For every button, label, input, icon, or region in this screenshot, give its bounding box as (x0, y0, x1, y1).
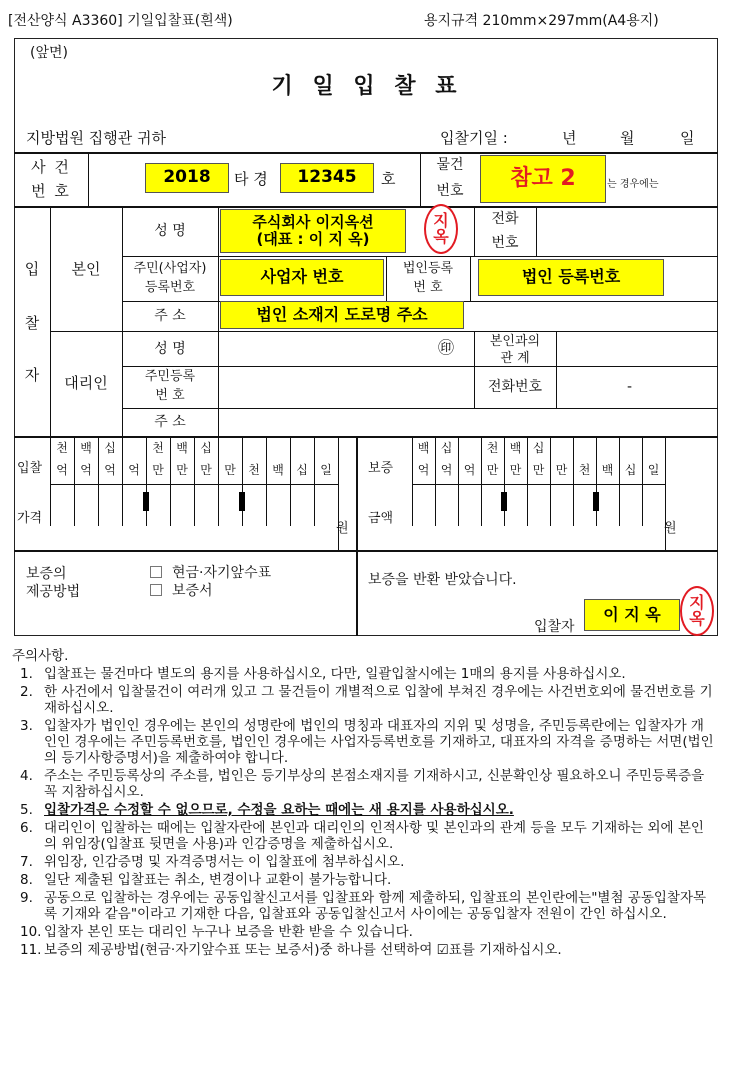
agent-name-label: 성 명 (154, 341, 186, 357)
deposit-unit-bottom: 백 (601, 463, 614, 477)
method-label-top: 보증의 (26, 566, 67, 582)
phone-label-top: 전화 (491, 211, 519, 227)
deposit-digit-cell[interactable] (528, 485, 550, 525)
bid-price-unit-bottom: 만 (200, 463, 212, 477)
bid-price-label-bottom: 가격 (17, 511, 43, 526)
bid-price-separator-mark (239, 492, 245, 511)
method-label-bottom: 제공방법 (26, 584, 81, 600)
ta-kyung-label: 타 경 (234, 170, 268, 188)
corp-reg-field[interactable]: 법인 등록번호 (478, 259, 664, 296)
note-number: 5. (20, 802, 33, 818)
bidder-side-3: 자 (24, 366, 40, 384)
relation-label-bottom: 관 계 (500, 351, 530, 366)
bidder-name-field[interactable] (220, 209, 406, 253)
note-text: 입찰표는 물건마다 별도의 용지를 사용하십시오, 다만, 일괄입찰시에는 1매의 용지를 사용하십시오. (44, 666, 626, 682)
deposit-digit-cell[interactable] (436, 485, 458, 525)
note-number: 1. (20, 666, 33, 682)
agent-reg-label-bottom: 번 호 (155, 388, 185, 403)
addr-label: 주 소 (154, 308, 186, 324)
deposit-unit-bottom: 만 (555, 463, 568, 477)
deposit-unit-top: 백 (417, 441, 430, 455)
note-text: 입찰가격은 수정할 수 없으므로, 수정을 요하는 때에는 새 용지를 사용하십시오. (44, 802, 514, 818)
bid-price-digit-cell[interactable] (147, 485, 170, 525)
deposit-digit-cell[interactable] (643, 485, 665, 525)
note-text: 입찰자가 법인인 경우에는 본인의 성명란에 법인의 명칭과 대표자의 지위 및 성명을, 주민등록란에는 입찰자가 개인인 경우에는 주민등록번호를, 법인인 경우에는 사업자등록번호를 기재하고, 대표자의 자격을 증명하는 서면(법인의 등기사항증명서)을 제출하여야 합니다. (44, 718, 714, 766)
note-item (14, 942, 714, 958)
deposit-unit-top: 십 (440, 441, 453, 455)
bid-price-unit-bottom: 만 (224, 463, 236, 477)
deposit-unit-bottom: 만 (532, 463, 545, 477)
principal-label: 본인 (71, 260, 101, 278)
item-note: 는 경우에는 (607, 179, 659, 190)
guarantee-option-label: 보증서 (172, 583, 213, 599)
deposit-digit-cell[interactable] (459, 485, 481, 525)
sign-seal-stamp: 지 옥 (680, 586, 714, 636)
note-text: 공동으로 입찰하는 경우에는 공동입찰신고서를 입찰표와 함께 제출하되, 입찰표의 본인란에는"별첨 공동입찰자목록 기재와 같음"이라고 기재한 다음, 입찰표와 공동입찰신고서 사이에는 공동입찰자 전원이 간인 하십시오. (44, 890, 707, 922)
bidder-side-1: 입 (24, 260, 40, 278)
ho-label: 호 (381, 170, 396, 188)
case-year-field[interactable]: 2018 (145, 163, 229, 193)
bid-price-unit-bottom: 십 (296, 463, 308, 477)
bid-price-unit-bottom: 억 (128, 463, 140, 477)
deposit-unit-bottom: 천 (578, 463, 591, 477)
side-label: (앞면) (30, 45, 68, 61)
reg-label-bottom: 등록번호 (144, 280, 196, 295)
bid-price-digit-cell[interactable] (195, 485, 218, 525)
deposit-label-top: 보증 (368, 461, 394, 476)
deposit-digit-cell[interactable] (505, 485, 527, 525)
note-item (14, 684, 714, 716)
bid-price-unit-bottom: 백 (272, 463, 284, 477)
corp-label-bottom: 번 호 (413, 280, 443, 295)
note-number: 2. (20, 684, 33, 700)
bid-date-year: 년 (562, 129, 577, 147)
note-item (14, 854, 714, 870)
notes-list (14, 666, 714, 958)
returned-text: 보증을 반환 받았습니다. (368, 572, 517, 588)
bid-price-unit-bottom: 억 (104, 463, 116, 477)
note-text: 위임장, 인감증명 및 자격증명서는 이 입찰표에 첨부하십시오. (44, 854, 405, 870)
note-item (14, 718, 714, 766)
bid-price-unit-top: 백 (176, 441, 188, 455)
case-label-bottom: 번 호 (31, 182, 71, 200)
note-number: 10. (20, 924, 42, 940)
notes-section (14, 648, 714, 960)
item-label-bottom: 번호 (436, 183, 464, 199)
deposit-unit-top: 십 (532, 441, 545, 455)
agent-phone-dash: - (627, 379, 633, 395)
cash-option-label: 현금·자기앞수표 (172, 565, 272, 581)
note-item (14, 890, 714, 922)
deposit-unit-bottom: 만 (486, 463, 499, 477)
note-text: 보증의 제공방법(현금·자기앞수표 또는 보증서)중 하나를 선택하여 ☑표를 기재하십시오. (44, 942, 562, 958)
form-code: [전산양식 A3360] 기일입찰표(흰색) (8, 13, 233, 29)
bid-price-unit-bottom: 천 (248, 463, 260, 477)
bid-price-unit-bottom: 일 (320, 463, 332, 477)
note-number: 4. (20, 768, 33, 784)
bid-price-label-top: 입찰 (17, 461, 43, 476)
form-title: 기 일 입 찰 표 (271, 74, 463, 99)
deposit-unit-bottom: 억 (440, 463, 453, 477)
bid-price-digit-cell[interactable] (267, 485, 290, 525)
agent-seal-mark: ㊞ (438, 338, 455, 357)
reg-label-top: 주민(사업자) (133, 261, 207, 276)
bid-date-label: 입찰기일 : (440, 129, 508, 147)
relation-label-top: 본인과의 (489, 334, 541, 349)
deposit-unit-bottom: 억 (417, 463, 430, 477)
deposit-digit-cell[interactable] (413, 485, 435, 525)
agent-reg-label-top: 주민등록 (144, 369, 196, 384)
bid-price-digit-cell[interactable] (291, 485, 314, 525)
bidder-sign-label: 입찰자 (534, 619, 575, 635)
bid-price-digit-cell[interactable] (51, 485, 74, 525)
deposit-unit-top: 천 (486, 441, 499, 455)
notes-title: 주의사항. (12, 648, 69, 664)
deposit-unit-top: 백 (509, 441, 522, 455)
note-item (14, 872, 714, 888)
agent-addr-label: 주 소 (154, 414, 186, 430)
bid-price-unit-bottom: 만 (176, 463, 188, 477)
note-number: 11. (20, 942, 42, 958)
deposit-unit-bottom: 만 (509, 463, 522, 477)
bid-price-unit-bottom: 만 (152, 463, 164, 477)
bidder-name-line2: (대표 : 이 지 옥) (256, 230, 370, 248)
note-item (14, 924, 714, 940)
note-text: 주소는 주민등록상의 주소를, 법인은 등기부상의 본점소재지를 기재하시고, 신분확인상 필요하오니 주민등록증을 꼭 지참하십시오. (44, 768, 705, 800)
agent-phone-label: 전화번호 (487, 379, 543, 395)
bid-price-unit-bottom: 억 (80, 463, 92, 477)
note-text: 일단 제출된 입찰표는 취소, 변경이나 교환이 불가능합니다. (44, 872, 392, 888)
bidder-sign-field[interactable]: 이 지 옥 (584, 599, 680, 631)
bidder-reg-field[interactable]: 사업자 번호 (220, 259, 384, 296)
bid-price-unit-bottom: 억 (56, 463, 68, 477)
corp-label-top: 법인등록 (402, 261, 454, 276)
note-number: 3. (20, 718, 33, 734)
note-text: 한 사건에서 입찰물건이 여러개 있고 그 물건들이 개별적으로 입찰에 부쳐진 경우에는 사건번호외에 물건번호를 기재하십시오. (44, 684, 713, 716)
paper-spec: 용지규격 210mm×297mm(A4용지) (424, 13, 659, 29)
case-number-field[interactable]: 12345 (280, 163, 374, 193)
deposit-separator-mark (593, 492, 599, 511)
bid-price-unit-top: 십 (104, 441, 116, 455)
note-number: 9. (20, 890, 33, 906)
name-seal-stamp: 지 옥 (424, 204, 458, 254)
bid-price-grid (14, 436, 356, 550)
note-number: 7. (20, 854, 33, 870)
deposit-unit-bottom: 억 (463, 463, 476, 477)
bid-date-day: 일 (680, 129, 695, 147)
note-item (14, 768, 714, 800)
bid-price-digit-cell[interactable] (243, 485, 266, 525)
note-text: 입찰자 본인 또는 대리인 누구나 보증을 반환 받을 수 있습니다. (44, 924, 413, 940)
item-number-field[interactable]: 참고 2 (480, 155, 606, 203)
cash-checkbox[interactable] (150, 566, 162, 578)
bid-date-month: 월 (620, 129, 635, 147)
bid-price-digit-cell[interactable] (75, 485, 98, 525)
case-label-top: 사 건 (31, 158, 71, 176)
bid-price-won: 원 (336, 521, 349, 536)
bid-price-digit-cell[interactable] (99, 485, 122, 525)
bidder-side-2: 찰 (24, 314, 40, 332)
bid-price-unit-top: 백 (80, 441, 92, 455)
bidder-name-line1: 주식회사 이지옥션 (252, 212, 374, 231)
deposit-separator-mark (501, 492, 507, 511)
deposit-digit-cell[interactable] (551, 485, 573, 525)
note-item (14, 820, 714, 852)
note-text: 대리인이 입찰하는 때에는 입찰자란에 본인과 대리인의 인적사항 및 본인과의 관계 등을 모두 기재하는 외에 본인의 위임장(입찰표 뒷면을 사용)과 인감증명을 제출하십시오. (44, 820, 704, 852)
bid-price-separator-mark (143, 492, 149, 511)
court-addressee: 지방법원 집행관 귀하 (26, 129, 166, 147)
bid-price-digit-cell[interactable] (315, 485, 338, 525)
guarantee-checkbox[interactable] (150, 584, 162, 596)
bid-price-unit-top: 십 (200, 441, 212, 455)
deposit-digit-cell[interactable] (597, 485, 619, 525)
phone-label-bottom: 번호 (491, 235, 519, 251)
bid-price-unit-top: 천 (152, 441, 164, 455)
deposit-unit-bottom: 십 (624, 463, 637, 477)
agent-label: 대리인 (64, 374, 108, 392)
bid-price-unit-top: 천 (56, 441, 68, 455)
deposit-label-bottom: 금액 (368, 511, 394, 526)
note-item (14, 666, 714, 682)
bidder-addr-field[interactable]: 법인 소재지 도로명 주소 (220, 301, 464, 329)
name-label: 성 명 (154, 223, 186, 239)
deposit-unit-bottom: 일 (647, 463, 660, 477)
note-item (14, 802, 714, 818)
deposit-digit-cell[interactable] (620, 485, 642, 525)
bid-price-digit-cell[interactable] (171, 485, 194, 525)
item-label-top: 물건 (436, 157, 464, 173)
deposit-won: 원 (664, 521, 677, 536)
note-number: 8. (20, 872, 33, 888)
note-number: 6. (20, 820, 33, 836)
